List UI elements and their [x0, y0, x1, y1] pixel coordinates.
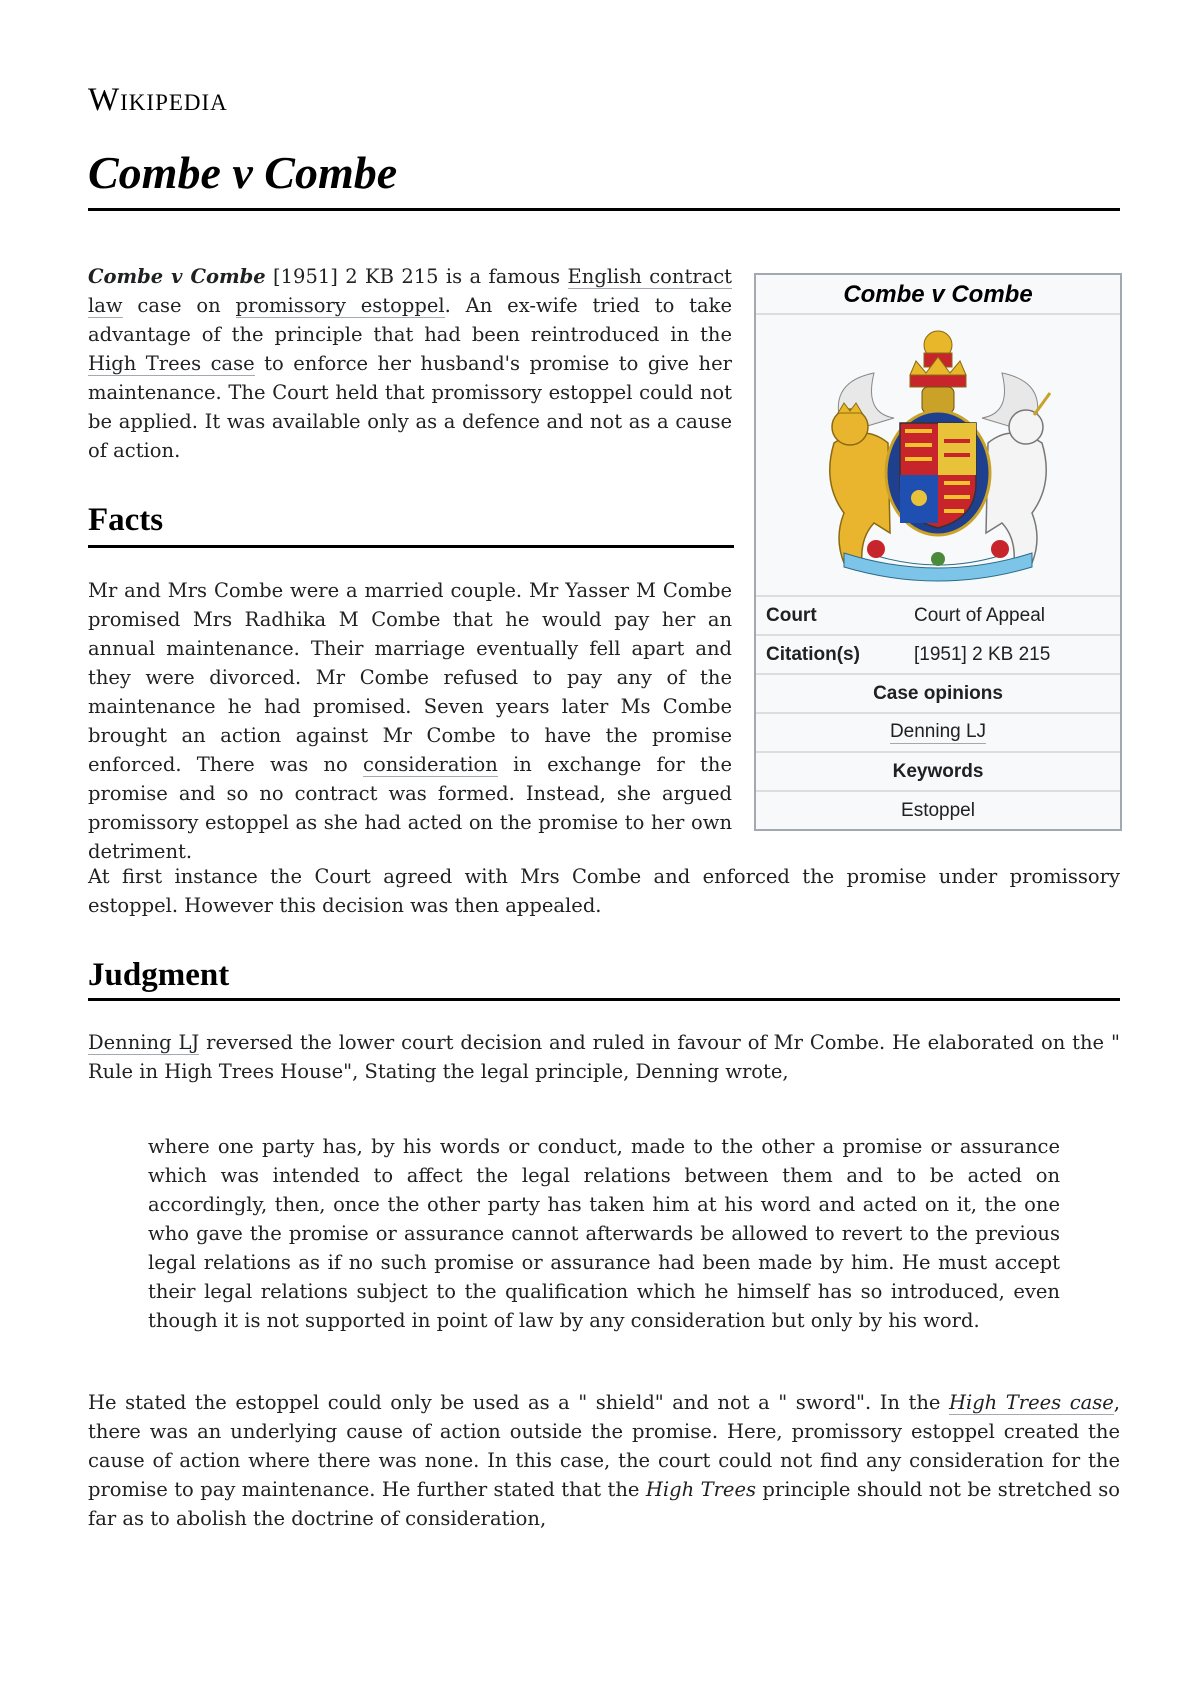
- link-consideration[interactable]: consideration: [363, 753, 498, 776]
- infobox-row-court: [756, 597, 1120, 636]
- royal-coat-of-arms-image[interactable]: [756, 315, 1120, 597]
- judgment-divider: [88, 998, 1120, 1001]
- link-english-contract-law[interactable]: English contract law: [88, 265, 732, 317]
- court-label: Court: [766, 604, 817, 626]
- judgment-paragraph-1: [88, 1028, 1120, 1086]
- facts-divider: [88, 545, 734, 548]
- denning-quote: where one party has, by his words or conduct, made to the other a promise or assurance which was intended to affect the legal relations between them and to be acted on accordingly, then, once the other party has taken him at his word and acted on it, the one who gave the promise or assurance cannot afterwards be allowed to revert to the previous legal relations as if no such promise or assurance had been made by him. He must accept their legal relations subject to the qualification which he himself has so introduced, even though it is not supported in point of law by any consideration but only by his word.: [148, 1135, 1060, 1332]
- intro-case-name: Combe v Combe: [88, 265, 266, 288]
- link-infobox-denning-lj[interactable]: Denning LJ: [889, 721, 987, 742]
- infobox-title: Combe v Combe: [756, 275, 1120, 315]
- intro-text-4: to enforce her husband's promise to give her maintenance. The Court held that promissory estoppel could not be applied. It was available only as a defence and not as a cause of action.: [88, 352, 732, 462]
- infobox-row-citation: [756, 636, 1120, 675]
- facts-paragraph-2: At first instance the Court agreed with Mrs Combe and enforced the promise under promissory estoppel. However this decision was then appealed.: [88, 865, 1120, 917]
- judgment-heading: Judgment: [88, 957, 230, 993]
- keywords-value: Estoppel: [901, 799, 975, 821]
- court-value: Court of Appeal: [914, 604, 1045, 626]
- facts-text-1: Mr and Mrs Combe were a married couple. Mr Yasser M Combe promised Mrs Radhika M Combe that he would pay her an annual maintenance. Their marriage eventually fell apart and they were divorced. Mr Combe refused to pay any of the maintenance he had promised. Seven years later Ms Combe brought an action against Mr Combe to have the promise enforced. There was no: [88, 579, 732, 776]
- case-opinions-heading: Case opinions: [756, 675, 1120, 714]
- judgment-text-1: reversed the lower court decision and ruled in favour of Mr Combe. He elaborated on the " Rule in High Trees House", Stating the legal principle, Denning wrote,: [88, 1031, 1120, 1083]
- link-denning-lj[interactable]: Denning LJ: [88, 1031, 200, 1054]
- facts-heading: Facts: [88, 502, 164, 538]
- intro-paragraph: [88, 262, 732, 465]
- case-opinions-cell: [756, 714, 1120, 753]
- title-divider: [88, 208, 1120, 211]
- high-trees-italic: High Trees: [645, 1478, 756, 1501]
- link-promissory-estoppel[interactable]: promissory estoppel: [235, 294, 445, 317]
- facts-paragraph-1: [88, 576, 732, 866]
- link-high-trees-case-2[interactable]: High Trees case: [948, 1391, 1114, 1414]
- intro-text-2: case on: [122, 294, 236, 317]
- infobox: [754, 273, 1122, 831]
- intro-text-3: . An ex-wife tried to take advantage of the principle that had been reintroduced in the: [88, 294, 732, 346]
- intro-text-1: [1951] 2 KB 215 is a famous: [265, 265, 568, 288]
- link-high-trees-case[interactable]: High Trees case: [88, 352, 255, 375]
- judgment-text-2a: He stated the estoppel could only be used as a " shield" and not a " sword". In the: [88, 1391, 949, 1414]
- citation-value: [1951] 2 KB 215: [914, 643, 1051, 665]
- judgment-text-2c: principle should not be stretched so far as to abolish the doctrine of consideration,: [88, 1478, 1120, 1530]
- judgment-paragraph-2: [88, 1388, 1120, 1533]
- keywords-heading: Keywords: [756, 753, 1120, 792]
- citation-label: Citation(s): [766, 643, 860, 665]
- facts-text-2: in exchange for the promise and so no contract was formed. Instead, she argued promissory estoppel as she had acted on the promise to her own detriment.: [88, 753, 732, 863]
- wikipedia-logo[interactable]: Wikipedia: [88, 82, 228, 118]
- coat-of-arms-icon: [804, 323, 1072, 587]
- page-title: Combe v Combe: [88, 147, 398, 198]
- judgment-text-2b: , there was an underlying cause of action outside the promise. Here, promissory estoppel created the cause of action where there was none. In this case, the court could not find any consideration for the promise to pay maintenance. He further stated that the: [88, 1391, 1120, 1501]
